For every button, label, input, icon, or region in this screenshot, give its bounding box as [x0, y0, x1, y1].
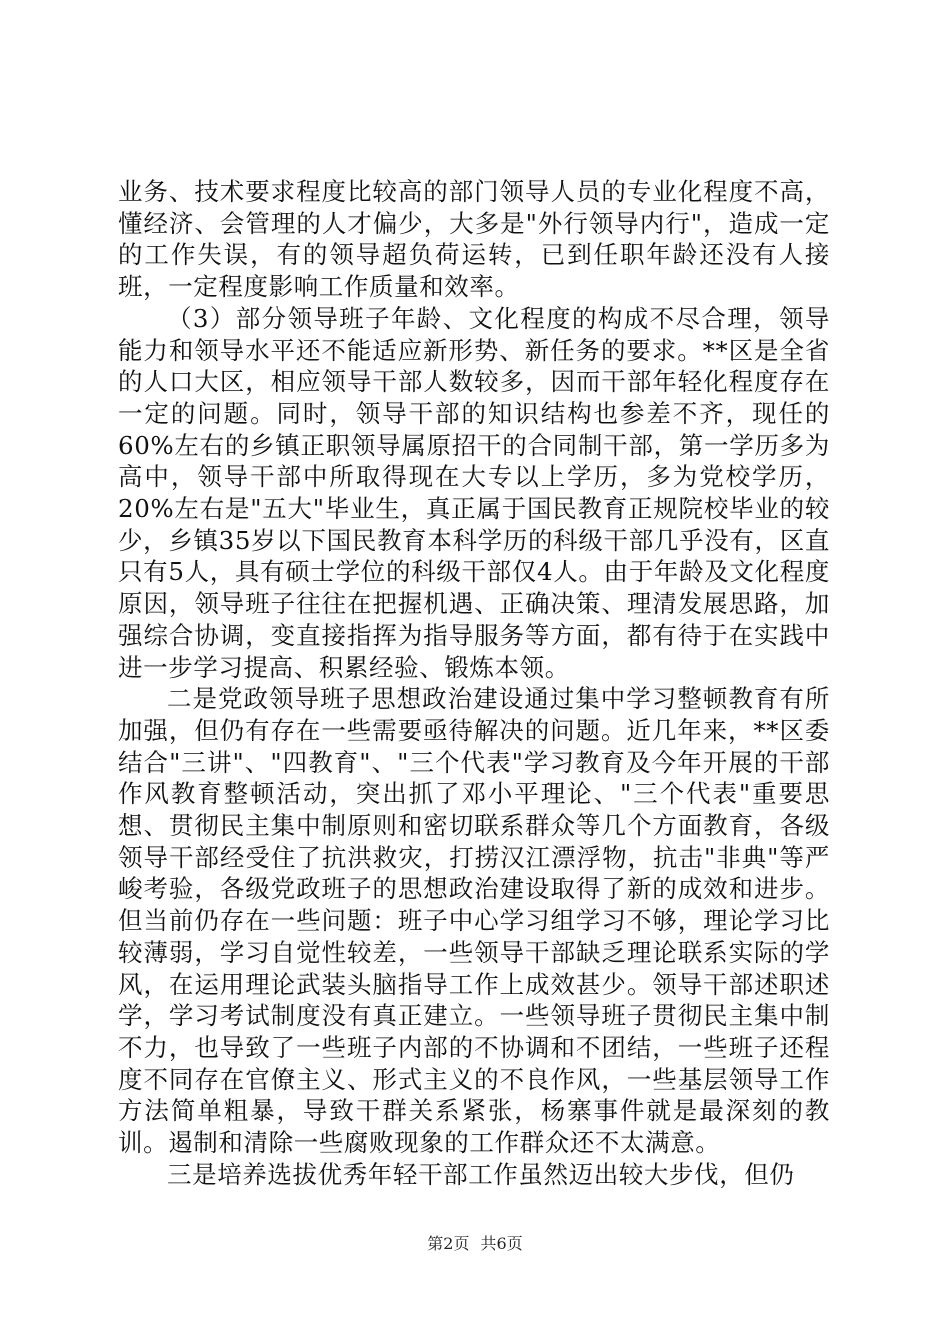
document-body — [118, 176, 830, 1191]
page-footer — [0, 1234, 950, 1254]
paragraph-continuation: 业务、技术要求程度比较高的部门领导人员的专业化程度不高，懂经济、会管理的人才偏少，大多是"外行领导内行"，造成一定的工作失误，有的领导超负荷运转，已到任职年龄还没有人接班，一定程度影响工作质量和效率。 — [118, 177, 830, 302]
paragraph-section-three: 三是培养选拔优秀年轻干部工作虽然迈出较大步伐，但仍 — [167, 1159, 795, 1189]
paragraph-item-3: （3）部分领导班子年龄、文化程度的构成不尽合理，领导能力和领导水平还不能适应新形势、新任务的要求。**区是全省的人口大区，相应领导干部人数较多，因而干部年轻化程度存在一定的问题。同时，领导干部的知识结构也参差不齐，现任的60%左右的乡镇正职领导属原招干的合同制干部，第一学历多为高中，领导干部中所取得现在大专以上学历，多为党校学历，20%左右是"五大"毕业生，真正属于国民教育正规院校毕业的较少，乡镇35岁以下国民教育本科学历的科级干部几乎没有，区直只有5人，具有硕士学位的科级干部仅4人。由于年龄及文化程度原因，领导班子往往在把握机遇、正确决策、理清发展思路，加强综合协调，变直接指挥为指导服务等方面，都有待于在实践中进一步学习提高、积累经验、锻炼本领。 — [118, 303, 830, 682]
page-total: 共6页 — [480, 1234, 523, 1253]
page-number: 第2页 — [427, 1234, 470, 1253]
paragraph-section-two: 二是党政领导班子思想政治建设通过集中学习整顿教育有所加强，但仍有存在一些需要亟待解决的问题。近几年来，**区委结合"三讲"、"四教育"、"三个代表"学习教育及今年开展的干部作风教育整顿活动，突出抓了邓小平理论、"三个代表"重要思想、贯彻民主集中制原则和密切联系群众等几个方面教育，各级领导干部经受住了抗洪救灾，打捞汉江漂浮物，抗击"非典"等严峻考验，各级党政班子的思想政治建设取得了新的成效和进步。但当前仍存在一些问题：班子中心学习组学习不够，理论学习比较薄弱，学习自觉性较差，一些领导干部缺乏理论联系实际的学风，在运用理论武装头脑指导工作上成效甚少。领导干部述职述学，学习考试制度没有真正建立。一些领导班子贯彻民主集中制不力，也导致了一些班子内部的不协调和不团结，一些班子还程度不同存在官僚主义、形式主义的不良作风，一些基层领导工作方法简单粗暴，导致干群关系紧张，杨寨事件就是最深刻的教训。遏制和清除一些腐败现象的工作群众还不太满意。 — [118, 684, 830, 1158]
